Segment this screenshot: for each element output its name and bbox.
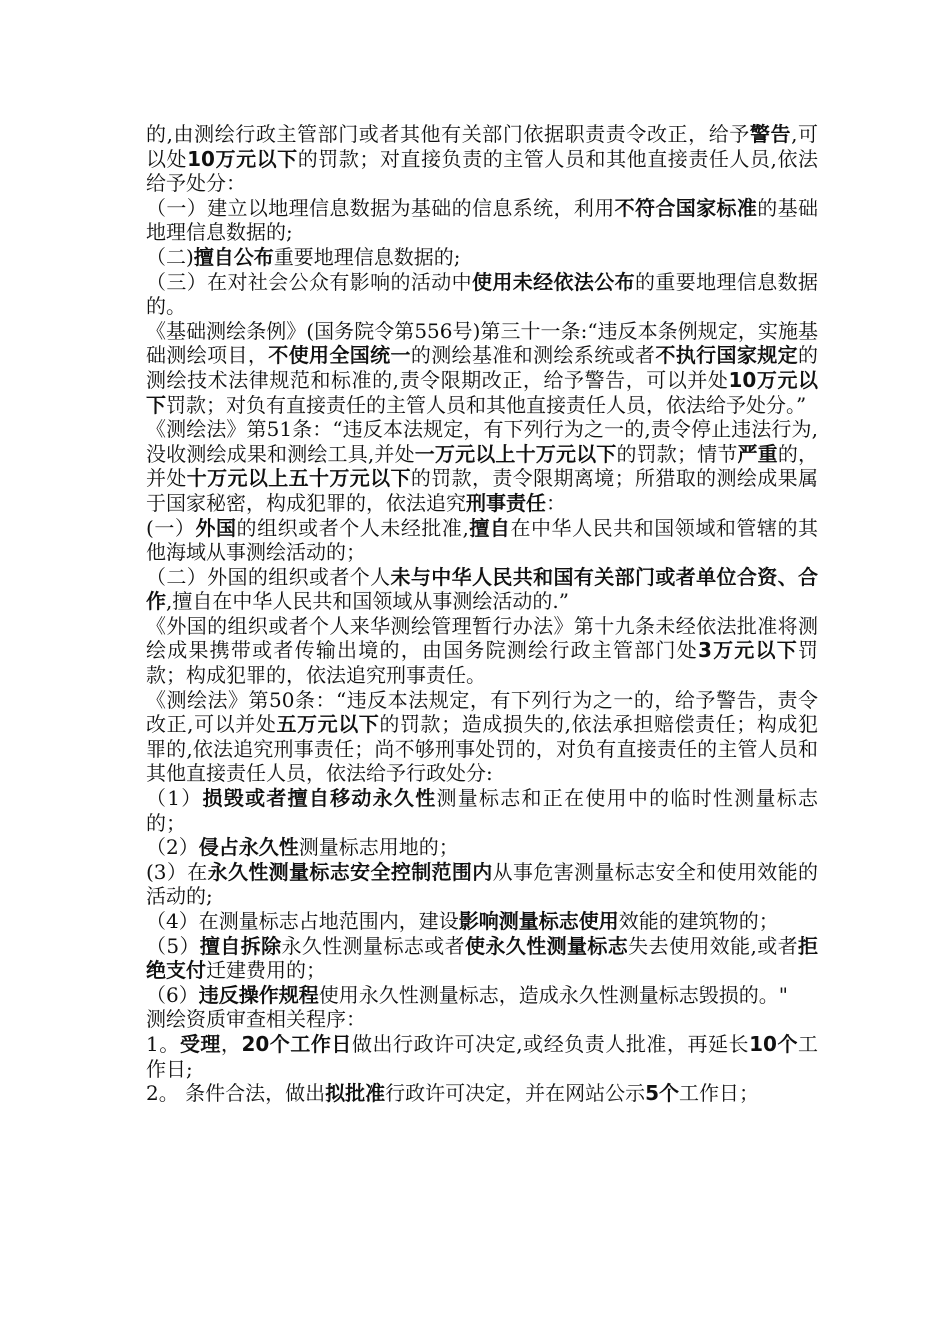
body-text: （二) xyxy=(146,244,194,269)
body-text: 的测绘基准和测绘系统或者 xyxy=(410,343,656,368)
body-text: 行政许可决定，并在网站公示 xyxy=(385,1081,646,1106)
body-text: 永久性测量标志或者 xyxy=(281,933,466,958)
body-text: 做出行政许可决定,或经负责人批准，再延长 xyxy=(351,1031,750,1056)
emphasis-text: 违反操作规程 xyxy=(198,982,319,1007)
paragraph xyxy=(146,786,818,835)
body-text: 效能的建筑物的； xyxy=(618,909,779,933)
body-text: 测量标志和正在使用中的临时性测量标志的； xyxy=(146,786,819,835)
paragraph xyxy=(146,614,818,688)
emphasis-text: 擅自拆除 xyxy=(199,933,282,958)
body-text: 工作日; xyxy=(146,1031,819,1081)
document-body xyxy=(146,122,818,1106)
emphasis-text: 10万元以下 xyxy=(187,146,298,171)
paragraph xyxy=(146,417,818,515)
emphasis-text: 20个工作日 xyxy=(241,1031,352,1056)
emphasis-text: 损毁或者擅自移动永久性 xyxy=(202,786,437,811)
body-text: 重要地理信息数据的; xyxy=(273,244,461,269)
paragraph xyxy=(146,1081,818,1106)
body-text: （二）外国的组织或者个人 xyxy=(146,564,391,589)
body-text: 的罚款，责令限期离境；所猎取的测绘成果属于国家秘密，构成犯罪的，依法追究 xyxy=(146,466,818,515)
body-text: （一）建立以地理信息数据为基础的信息系统，利用 xyxy=(146,195,615,220)
body-text: 罚款；构成犯罪的，依法追究刑事责任。 xyxy=(146,638,818,688)
emphasis-text: 拒绝支付 xyxy=(146,933,819,983)
body-text: ： xyxy=(546,490,566,515)
body-text: 迁建费用的； xyxy=(206,958,326,983)
body-text: 罚款；对负有直接责任的主管人员和其他直接责任人员，依法给予处分。” xyxy=(166,392,807,417)
body-text: 失去使用效能,或者 xyxy=(628,933,799,958)
body-text: （4）在测量标志占地范围内，建设 xyxy=(146,909,459,933)
emphasis-text: 10个 xyxy=(749,1031,799,1056)
body-text: 的，并处 xyxy=(146,441,819,491)
paragraph xyxy=(146,909,818,934)
emphasis-text: 影响测量标志使用 xyxy=(458,909,619,933)
body-text: ,擅自在中华人民共和国领域从事测绘活动的.” xyxy=(166,589,569,614)
emphasis-text: 使永久性测量标志 xyxy=(465,933,629,958)
body-text: （5） xyxy=(146,933,200,958)
paragraph xyxy=(146,245,818,270)
body-text: 的,由测绘行政主管部门或者其他有关部门依据职责责令改正，给予 xyxy=(146,122,750,146)
body-text: 《测绘法》第50条：“违反本法规定，有下列行为之一的，给予警告，责令改正,可以并处 xyxy=(146,687,818,737)
emphasis-text: 3万元以下 xyxy=(697,638,798,663)
paragraph xyxy=(146,1007,818,1032)
paragraph xyxy=(146,270,818,319)
emphasis-text: 外国 xyxy=(195,515,237,540)
body-text: （6） xyxy=(146,982,199,1007)
body-text: ,可以处 xyxy=(146,122,819,171)
body-text: 《测绘法》第51条：“违反本法规定，有下列行为之一的,责令停止违法行为,没收测绘成果和测绘工具,并处 xyxy=(146,417,818,466)
emphasis-text: 擅自公布 xyxy=(193,244,274,269)
body-text: 的基础地理信息数据的; xyxy=(146,195,818,245)
emphasis-text: 永久性测量标志安全控制范围内 xyxy=(207,859,493,884)
emphasis-text: 使用未经依法公布 xyxy=(472,269,635,294)
body-text: 2。 条件合法，做出 xyxy=(146,1081,326,1106)
emphasis-text: 5个 xyxy=(645,1081,680,1106)
body-text: 的测绘技术法律规范和标准的,责令限期改正，给予警告，可以并处 xyxy=(146,343,818,392)
emphasis-text: 受理 xyxy=(179,1031,221,1056)
paragraph xyxy=(146,565,818,614)
body-text: （2） xyxy=(146,835,199,860)
paragraph xyxy=(146,835,818,860)
emphasis-text: 不符合国家标准 xyxy=(614,195,758,220)
body-text: 从事危害测量标志安全和使用效能的活动的; xyxy=(146,859,819,909)
emphasis-text: 不使用全国统一 xyxy=(268,343,411,368)
paragraph xyxy=(146,319,818,417)
body-text: 的罚款；对直接负责的主管人员和其他直接责任人员,依法给予处分： xyxy=(146,146,819,196)
emphasis-text: 十万元以上五十万元以下 xyxy=(186,466,411,491)
paragraph xyxy=(146,983,818,1008)
emphasis-text: 五万元以下 xyxy=(276,712,380,737)
emphasis-text: 擅自 xyxy=(468,515,511,540)
paragraph xyxy=(146,122,818,196)
body-text: (一） xyxy=(146,515,196,540)
paragraph xyxy=(146,196,818,245)
body-text: 工作日； xyxy=(679,1081,760,1106)
emphasis-text: 不执行国家规定 xyxy=(655,343,798,368)
body-text: 测量标志用地的； xyxy=(298,835,459,860)
paragraph xyxy=(146,1032,818,1081)
paragraph xyxy=(146,934,818,983)
body-text: 的组织或者个人未经批准, xyxy=(236,515,469,540)
body-text: 《外国的组织或者个人来华测绘管理暂行办法》第十九条未经依法批准将测绘成果携带或者传输出境的，由国务院测绘行政主管部门处 xyxy=(146,613,818,663)
body-text: 《基础测绘条例》(国务院令第556号)第三十一条:“违反本条例规定，实施基础测绘项目， xyxy=(146,318,818,368)
body-text: 使用永久性测量标志，造成永久性测量标志毁损的。" xyxy=(318,982,788,1007)
emphasis-text: 一万元以上十万元以下 xyxy=(414,441,617,466)
emphasis-text: 拟批准 xyxy=(325,1081,386,1106)
body-text: ， xyxy=(220,1031,242,1056)
body-text: 在中华人民共和国领域和管辖的其他海域从事测绘活动的； xyxy=(146,515,819,565)
paragraph xyxy=(146,688,818,786)
body-text: （三）在对社会公众有影响的活动中 xyxy=(146,269,472,294)
body-text: (3）在 xyxy=(146,859,208,884)
body-text: 的罚款；情节 xyxy=(616,441,738,466)
emphasis-text: 严重 xyxy=(737,441,778,466)
emphasis-text: 10万元以下 xyxy=(146,367,819,417)
body-text: 测绘资质审查相关程序： xyxy=(146,1007,366,1032)
body-text: （1） xyxy=(146,786,203,811)
emphasis-text: 警告 xyxy=(749,122,792,146)
paragraph xyxy=(146,516,818,565)
emphasis-text: 侵占永久性 xyxy=(198,835,299,860)
emphasis-text: 未与中华人民共和国有关部门或者单位合资、合作 xyxy=(146,564,818,614)
body-text: 的重要地理信息数据的。 xyxy=(146,269,818,319)
body-text: 的罚款；造成损失的,依法承担赔偿责任；构成犯罪的,依法追究刑事责任；尚不够刑事处罚的，对负有直接责任的主管人员和其他直接责任人员，依法给予行政处分: xyxy=(146,712,819,786)
emphasis-text: 刑事责任 xyxy=(466,490,546,515)
body-text: 1。 xyxy=(146,1031,180,1056)
paragraph xyxy=(146,860,818,909)
